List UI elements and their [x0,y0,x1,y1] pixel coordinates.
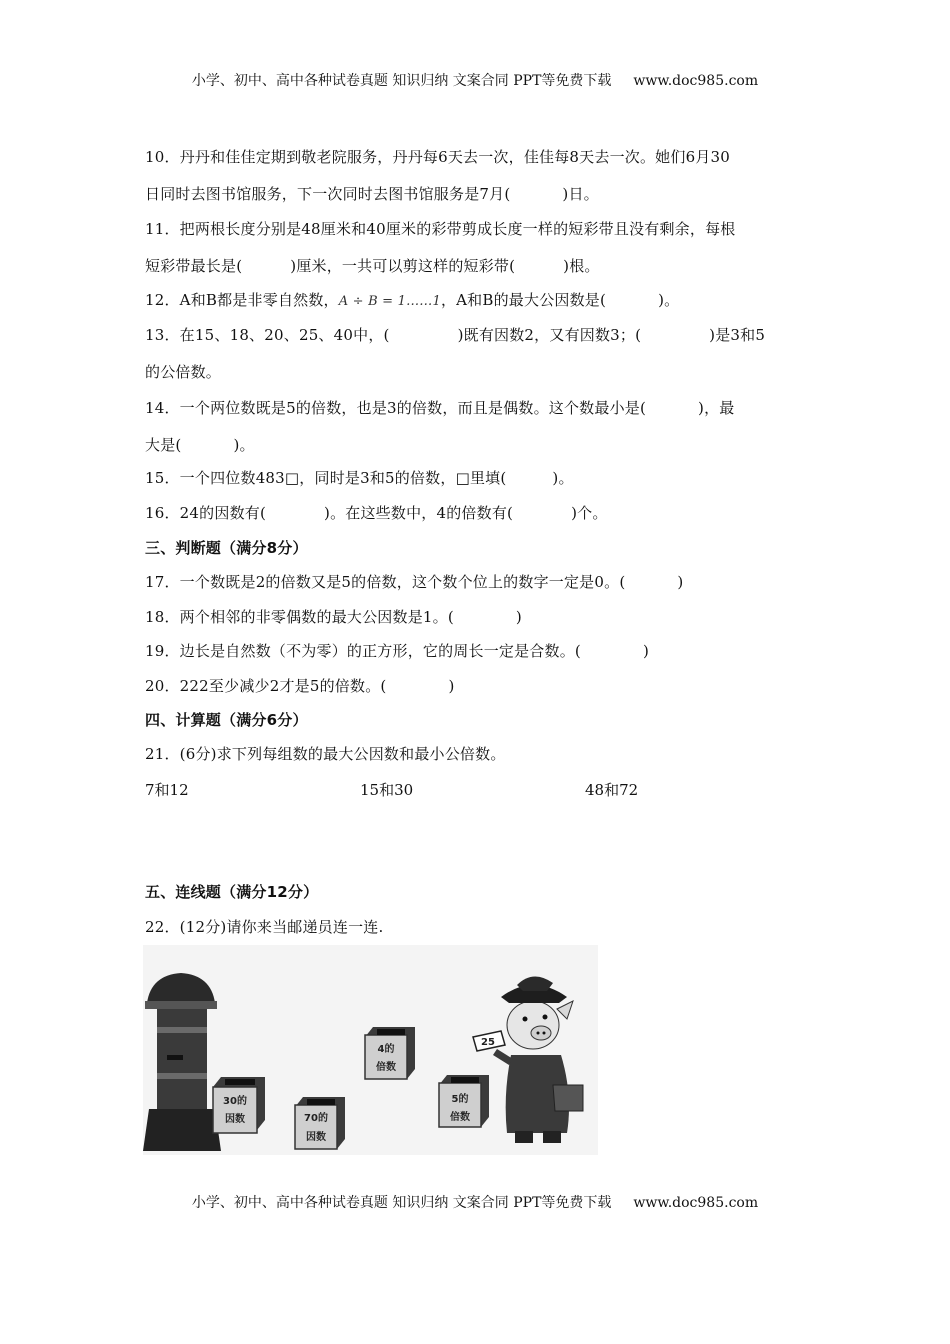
question-18: 18．两个相邻的非零偶数的最大公因数是1。( ) [145,608,522,626]
question-10-line1: 10．丹丹和佳佳定期到敬老院服务，丹丹每6天去一次，佳佳每8天去一次。她们6月30 [145,148,731,166]
header-url: www.doc985.com [633,73,759,89]
box-label-line1: 5的 [451,1094,469,1105]
box-70-factors[interactable] [295,1097,345,1149]
box-4-multiples[interactable] [365,1027,415,1079]
question-10-line2: 日同时去图书馆服务，下一次同时去图书馆服务是7月( )日。 [145,185,599,203]
box-label-line1: 30的 [223,1096,247,1107]
question-17: 17．一个数既是2的倍数又是5的倍数，这个数个位上的数字一定是0。( ) [145,573,684,591]
page-footer [0,1192,950,1212]
box-label-line1: 4的 [377,1044,395,1055]
footer-text: 小学、初中、高中各种试卷真题 知识归纳 文案合同 PPT等免费下载 [191,1195,612,1211]
box-label-line2: 因数 [306,1132,326,1143]
letter-number: 25 [481,1037,495,1048]
calc-group-1: 7和12 [145,781,189,799]
question-11-line2: 短彩带最长是( )厘米，一共可以剪这样的短彩带( )根。 [145,257,600,275]
formula: A ÷ B = 1……1 [338,294,441,309]
question-20: 20．222至少减少2才是5的倍数。( ) [145,677,455,695]
question-16: 16．24的因数有( )。在这些数中，4的倍数有( )个。 [145,504,608,522]
question-14-line1: 14．一个两位数既是5的倍数，也是3的倍数，而且是偶数。这个数最小是( )，最 [145,399,735,417]
box-label-line2: 因数 [225,1114,245,1125]
section-3-title: 三、判断题（满分8分） [145,539,308,557]
section-5-title: 五、连线题（满分12分） [145,883,319,901]
box-30-factors[interactable] [213,1077,265,1133]
box-label-line2: 倍数 [450,1112,470,1123]
question-12: 12．A和B都是非零自然数，A ÷ B = 1……1，A和B的最大公因数是( )。 [145,291,680,309]
question-21: 21．(6分)求下列每组数的最大公因数和最小公倍数。 [145,745,506,763]
box-5-multiples[interactable] [439,1075,489,1127]
question-15: 15．一个四位数483□，同时是3和5的倍数，□里填( )。 [145,469,574,487]
question-13-line1: 13．在15、18、20、25、40中，( )既有因数2，又有因数3；( )是3和5 [145,326,766,344]
calc-group-3: 48和72 [585,781,639,799]
question-13-line2: 的公倍数。 [145,363,222,381]
box-label-line1: 70的 [304,1113,328,1124]
box-label-line2: 倍数 [376,1062,396,1073]
question-14-line2: 大是( )。 [145,436,255,454]
question-22: 22．(12分)请你来当邮递员连一连. [145,918,384,936]
footer-url: www.doc985.com [633,1195,759,1211]
mail-matching-illustration [143,945,598,1155]
calc-group-2: 15和30 [360,781,414,799]
question-11-line1: 11．把两根长度分别是48厘米和40厘米的彩带剪成长度一样的短彩带且没有剩余，每根 [145,220,736,238]
question-19: 19．边长是自然数（不为零）的正方形，它的周长一定是合数。( ) [145,642,650,660]
section-4-title: 四、计算题（满分6分） [145,711,308,729]
header-text: 小学、初中、高中各种试卷真题 知识归纳 文案合同 PPT等免费下载 [191,73,612,89]
page-header [0,70,950,90]
